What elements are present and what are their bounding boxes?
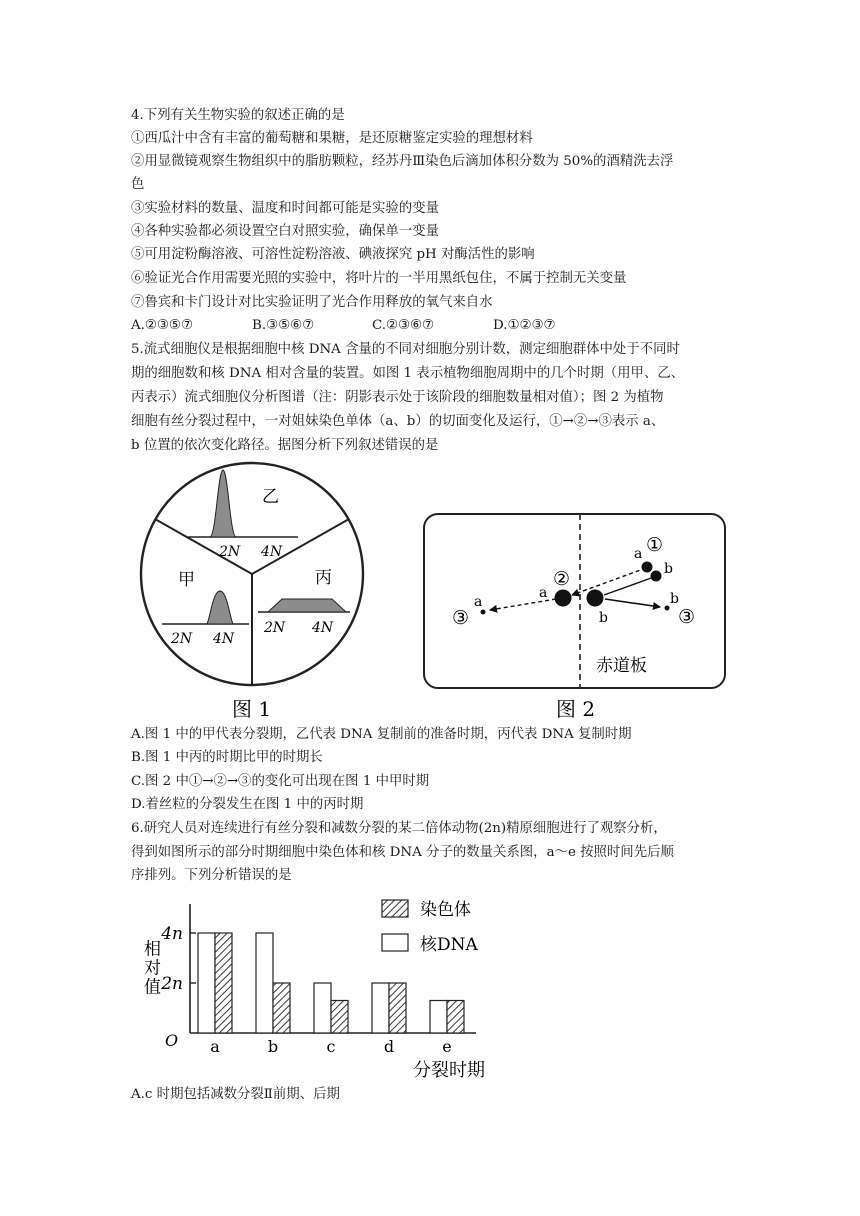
fig1-tick-4n: 4N [213, 631, 235, 647]
q6-stem: 序排列。下列分析错误的是 [131, 868, 292, 883]
fig2-frame [424, 514, 725, 688]
x-axis-label: 分裂时期 [413, 1060, 485, 1081]
fig2-label-b: b [670, 591, 679, 607]
fig1-caption: 图 1 [232, 697, 272, 721]
bar-chromosome-d [389, 983, 406, 1033]
q4-item: ①西瓜汁中含有丰富的葡萄糖和果糖，是还原糖鉴定实验的理想材料 [131, 131, 533, 146]
q5-option-a: A.图 1 中的甲代表分裂期，乙代表 DNA 复制前的准备时期，丙代表 DNA 复制时期 [131, 727, 632, 742]
fig1-label-bing: 丙 [315, 568, 332, 588]
q4-item: 色 [131, 177, 145, 192]
fig2-chromatid-a [555, 590, 572, 607]
bar-dna-d [372, 983, 389, 1033]
q4-item: ③实验材料的数量、温度和时间都可能是实验的变量 [131, 201, 439, 216]
q5-stem: 丙表示）流式细胞仪分析图谱（注：阴影表示处于该阶段的细胞数量相对值）；图 2 为植物 [131, 390, 664, 405]
q6-stem: 6.研究人员对连续进行有丝分裂和减数分裂的某二倍体动物(2n)精原细胞进行了观察分析， [131, 821, 667, 836]
fig1-label-yi: 乙 [262, 487, 279, 507]
x-tick-label: e [442, 1037, 452, 1056]
fig2-caption: 图 2 [556, 697, 596, 721]
q4-item: ⑦鲁宾和卡门设计对比实验证明了光合作用释放的氧气来自水 [131, 295, 493, 310]
fig2-chromatid-b [587, 590, 604, 607]
fig2-chromatid-a [481, 610, 486, 615]
x-tick-label: b [267, 1037, 279, 1056]
q4-item: ②用显微镜观察生物组织中的脂肪颗粒，经苏丹Ⅲ染色后滴加体积分数为 50%的酒精洗去浮 [131, 154, 674, 169]
bar-chromosome-c [331, 1001, 348, 1034]
bar-dna-e [430, 1001, 447, 1034]
y-tick-label: 4n [161, 924, 183, 944]
q5-stem: 期的细胞数和核 DNA 相对含量的装置。如图 1 表示植物细胞周期中的几个时期（用甲、乙、 [131, 366, 685, 381]
x-tick-label: c [326, 1037, 336, 1056]
x-tick-label: d [383, 1037, 395, 1056]
bar-chart [128, 890, 506, 1086]
q5-option-b: B.图 1 中丙的时期比甲的时期长 [131, 750, 323, 765]
origin-label: O [165, 1031, 179, 1050]
fig2-chromatid-b [651, 571, 662, 582]
fig2-label-a: a [474, 594, 483, 610]
fig2-label-b: b [664, 561, 673, 577]
legend-swatch-dna [382, 934, 408, 951]
q5-stem: 细胞有丝分裂过程中，一对姐妹染色单体（a、b）的切面变化及运行，①→②→③表示 a、 [131, 414, 665, 429]
bar-dna-c [314, 983, 331, 1033]
fig2-plate-label: 赤道板 [596, 656, 647, 676]
q4-item: ⑤可用淀粉酶溶液、可溶性淀粉溶液、碘液探究 pH 对酶活性的影响 [131, 247, 535, 262]
fig2-chromatid-b [665, 606, 670, 611]
y-tick-label: 2n [161, 974, 183, 994]
fig2-chromatid-a [642, 562, 653, 573]
y-axis-label: 相对值 [140, 939, 160, 997]
fig2-label-circ1: ① [646, 534, 664, 556]
bar-chromosome-a [215, 933, 232, 1033]
fig1-tick-4n: 4N [312, 620, 334, 636]
fig1-tick-2n: 2N [219, 544, 241, 560]
fig1-bing-plateau [268, 599, 346, 612]
q5-stem: 5.流式细胞仪是根据细胞中核 DNA 含量的不同对细胞分别计数，测定细胞群体中处于不同时 [131, 342, 680, 357]
q4-item: ④各种实验都必须设置空白对照实验，确保单一变量 [131, 224, 439, 239]
fig1-label-jia: 甲 [178, 570, 195, 590]
fig2-label-b: b [599, 610, 608, 626]
bar-dna-b [256, 933, 273, 1033]
fig2-label-a: a [539, 585, 548, 601]
bar-dna-a [198, 933, 215, 1033]
q4-option-c: C.②③⑥⑦ [372, 318, 435, 333]
figure-2 [418, 508, 732, 722]
fig1-tick-4n: 4N [261, 544, 283, 560]
q4-option-a: A.②③⑤⑦ [131, 318, 193, 333]
fig2-label-circ3: ③ [678, 606, 696, 628]
q4-option-d: D.①②③⑦ [493, 318, 556, 333]
bar-chromosome-b [273, 983, 290, 1033]
bar-chromosome-e [447, 1001, 464, 1034]
q4-option-b: B.③⑤⑥⑦ [252, 318, 315, 333]
legend-label-dna: 核DNA [420, 935, 478, 955]
x-tick-label: a [210, 1037, 220, 1056]
q5-option-c: C.图 2 中①→②→③的变化可出现在图 1 中甲时期 [131, 774, 430, 789]
q5-stem: b 位置的依次变化路径。据图分析下列叙述错误的是 [131, 438, 439, 453]
q6-option-a: A.c 时期包括减数分裂Ⅱ前期、后期 [131, 1087, 340, 1102]
q6-stem: 得到如图所示的部分时期细胞中染色体和核 DNA 分子的数量关系图，a～e 按照时间先后顺 [131, 845, 674, 860]
fig1-tick-2n: 2N [264, 620, 286, 636]
q4-item: ⑥验证光合作用需要光照的实验中，将叶片的一半用黑纸包住，不属于控制无关变量 [131, 271, 627, 286]
figure-1 [138, 458, 386, 722]
fig1-tick-2n: 2N [171, 631, 193, 647]
fig2-label-circ3: ③ [452, 607, 470, 629]
fig2-label-a: a [634, 546, 643, 562]
q5-option-d: D.着丝粒的分裂发生在图 1 中的丙时期 [131, 797, 364, 812]
q4-stem: 4.下列有关生物实验的叙述正确的是 [131, 108, 345, 123]
legend-label-chromosome: 染色体 [420, 900, 471, 920]
fig2-label-circ2: ② [553, 568, 571, 590]
legend-swatch-chromosome [382, 900, 408, 917]
